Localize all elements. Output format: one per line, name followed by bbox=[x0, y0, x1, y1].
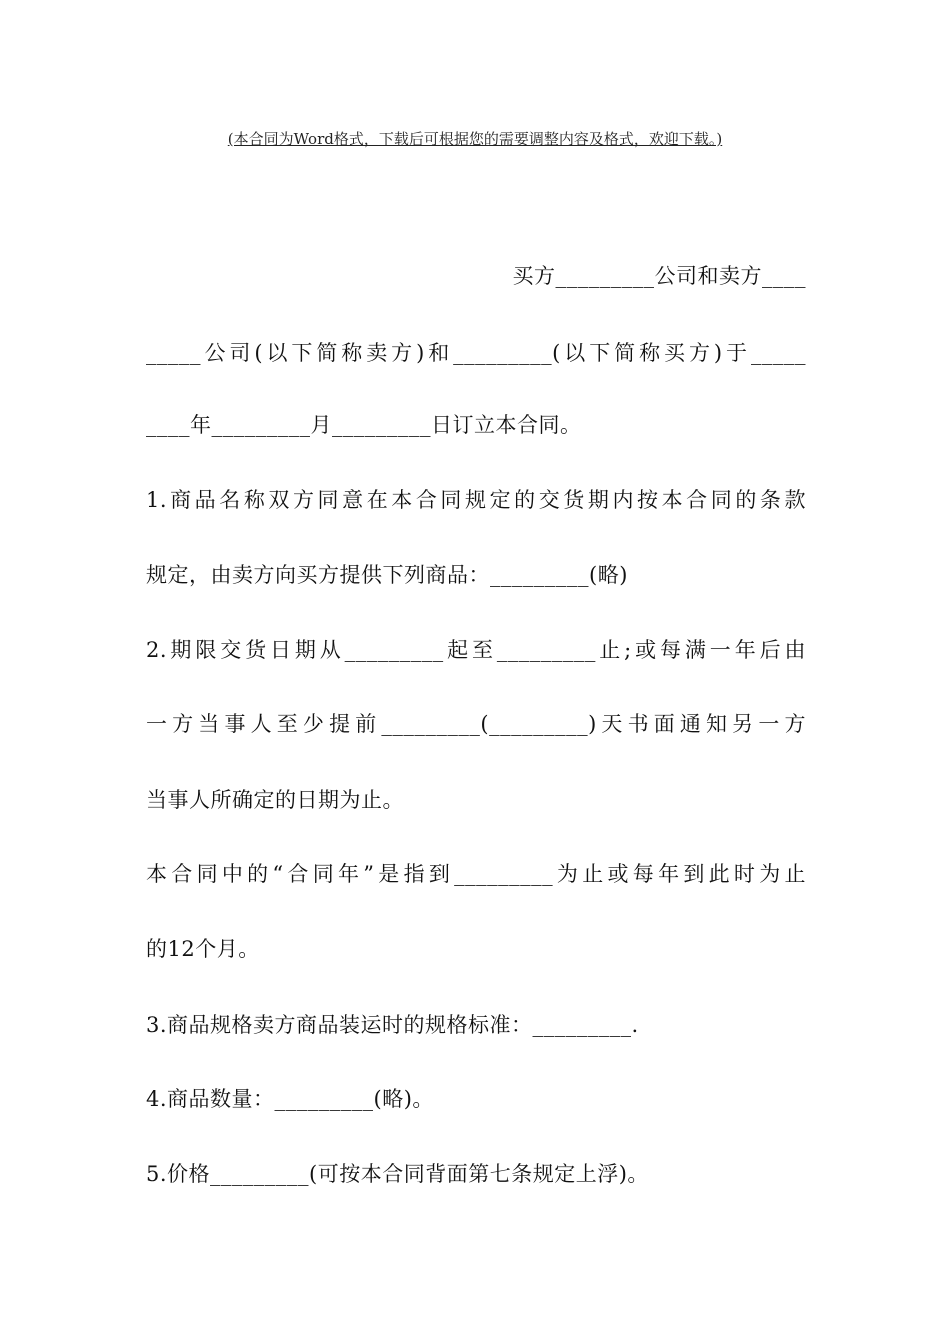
contract-line-7: 一方当事人至少提前_________(_________)天书面通知另一方 bbox=[146, 712, 806, 736]
contract-line-10: 的12个月。 bbox=[146, 937, 260, 961]
contract-line-1: 买方_________公司和卖方____ bbox=[512, 264, 806, 288]
contract-line-6: 2.期限交货日期从_________起至_________止;或每满一年后由 bbox=[146, 638, 806, 662]
contract-line-11: 3.商品规格卖方商品装运时的规格标准：_________. bbox=[146, 1013, 639, 1037]
contract-line-4: 1.商品名称双方同意在本合同规定的交货期内按本合同的条款 bbox=[146, 488, 806, 512]
download-note: (本合同为Word格式，下载后可根据您的需要调整内容及格式，欢迎下载。) bbox=[227, 130, 723, 148]
contract-line-9: 本合同中的“合同年”是指到_________为止或每年到此时为止 bbox=[146, 862, 806, 886]
contract-line-13: 5.价格_________(可按本合同背面第七条规定上浮)。 bbox=[146, 1162, 649, 1186]
contract-line-3: ____年_________月_________日订立本合同。 bbox=[146, 413, 582, 437]
contract-line-12: 4.商品数量：_________(略)。 bbox=[146, 1087, 434, 1111]
contract-line-2: _____公司(以下简称卖方)和_________(以下简称买方)于_____ bbox=[146, 341, 806, 365]
contract-line-5: 规定，由卖方向买方提供下列商品：_________(略) bbox=[146, 563, 628, 587]
contract-line-8: 当事人所确定的日期为止。 bbox=[146, 788, 404, 812]
